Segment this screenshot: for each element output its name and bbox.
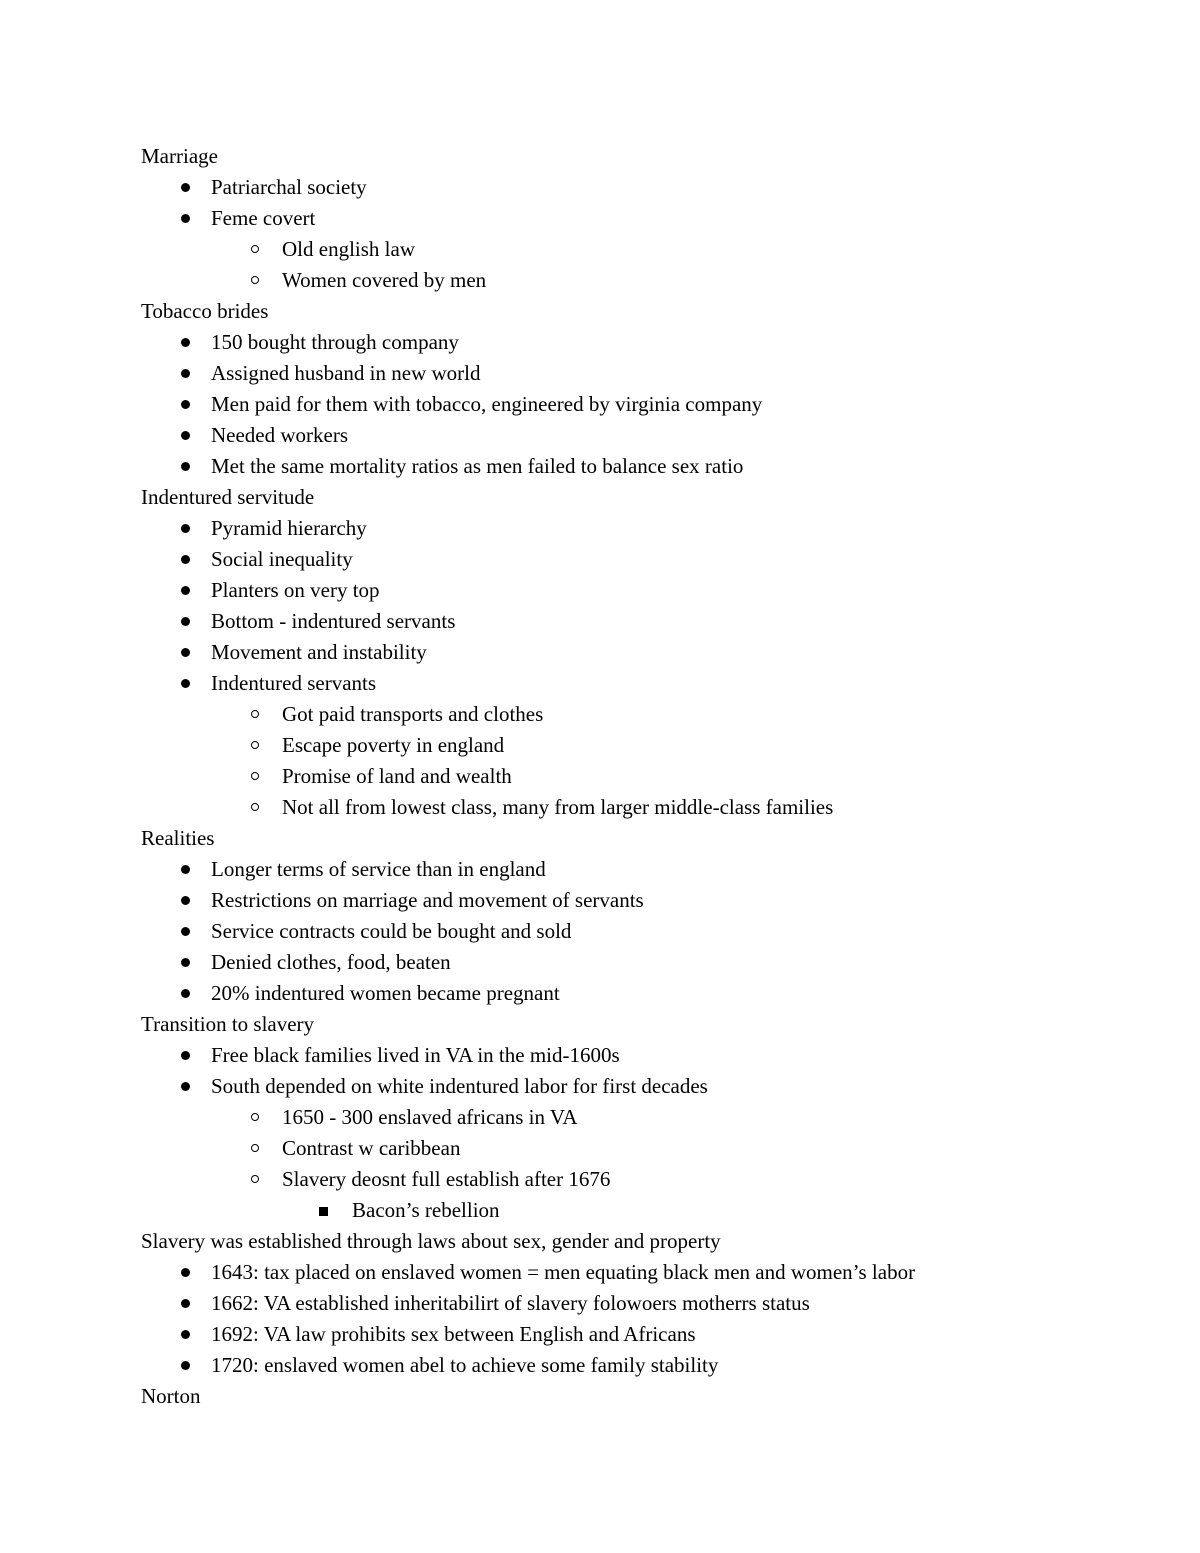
list-item bbox=[141, 203, 1061, 234]
item-text: Needed workers bbox=[211, 423, 349, 447]
list-item bbox=[141, 885, 1061, 916]
item-text: South depended on white indentured labor for first decades bbox=[211, 1074, 708, 1098]
bullet-circle-icon bbox=[251, 276, 259, 284]
bullet-disc-icon bbox=[181, 369, 190, 378]
item-text: 1692: VA law prohibits sex between English and Africans bbox=[211, 1322, 696, 1346]
list-item bbox=[141, 947, 1061, 978]
heading-text: Slavery was established through laws about sex, gender and property bbox=[141, 1229, 721, 1253]
item-text: Social inequality bbox=[211, 547, 353, 571]
item-text: Service contracts could be bought and sold bbox=[211, 919, 572, 943]
list-item bbox=[141, 1071, 1061, 1102]
item-text: 1650 - 300 enslaved africans in VA bbox=[282, 1105, 578, 1129]
list-item bbox=[141, 916, 1061, 947]
bullet-disc-icon bbox=[181, 1082, 190, 1091]
list-item bbox=[141, 575, 1061, 606]
list-item bbox=[141, 730, 1061, 761]
bullet-disc-icon bbox=[181, 648, 190, 657]
item-text: Not all from lowest class, many from larger middle-class families bbox=[282, 795, 834, 819]
list-item bbox=[141, 265, 1061, 296]
bullet-circle-icon bbox=[251, 245, 259, 253]
item-text: Pyramid hierarchy bbox=[211, 516, 367, 540]
item-text: Feme covert bbox=[211, 206, 316, 230]
list-item bbox=[141, 1257, 1061, 1288]
bullet-disc-icon bbox=[181, 617, 190, 626]
list-item bbox=[141, 854, 1061, 885]
bullet-disc-icon bbox=[181, 989, 190, 998]
document-body bbox=[141, 141, 1061, 1412]
item-text: Indentured servants bbox=[211, 671, 377, 695]
item-text: 20% indentured women became pregnant bbox=[211, 981, 560, 1005]
heading-text: Realities bbox=[141, 826, 215, 850]
list-item bbox=[141, 668, 1061, 699]
item-text: Bottom - indentured servants bbox=[211, 609, 456, 633]
item-text: Slavery deosnt full establish after 1676 bbox=[282, 1167, 611, 1191]
item-text: Planters on very top bbox=[211, 578, 380, 602]
list-item bbox=[141, 978, 1061, 1009]
bullet-disc-icon bbox=[181, 1299, 190, 1308]
list-item bbox=[141, 420, 1061, 451]
list-item bbox=[141, 544, 1061, 575]
bullet-disc-icon bbox=[181, 338, 190, 347]
section-heading bbox=[141, 1226, 1061, 1257]
bullet-disc-icon bbox=[181, 865, 190, 874]
list-item bbox=[141, 358, 1061, 389]
list-item bbox=[141, 1195, 1061, 1226]
bullet-disc-icon bbox=[181, 431, 190, 440]
item-text: Free black families lived in VA in the mid-1600s bbox=[211, 1043, 620, 1067]
section-heading bbox=[141, 823, 1061, 854]
item-text: Promise of land and wealth bbox=[282, 764, 512, 788]
section-heading bbox=[141, 482, 1061, 513]
item-text: 1720: enslaved women abel to achieve some family stability bbox=[211, 1353, 719, 1377]
item-text: 150 bought through company bbox=[211, 330, 459, 354]
section-heading bbox=[141, 141, 1061, 172]
item-text: Movement and instability bbox=[211, 640, 427, 664]
list-item bbox=[141, 234, 1061, 265]
item-text: Women covered by men bbox=[282, 268, 487, 292]
list-item bbox=[141, 761, 1061, 792]
bullet-circle-icon bbox=[251, 803, 259, 811]
bullet-disc-icon bbox=[181, 462, 190, 471]
list-item bbox=[141, 389, 1061, 420]
list-item bbox=[141, 1350, 1061, 1381]
item-text: Restrictions on marriage and movement of servants bbox=[211, 888, 644, 912]
bullet-disc-icon bbox=[181, 555, 190, 564]
list-item bbox=[141, 1288, 1061, 1319]
item-text: Patriarchal society bbox=[211, 175, 367, 199]
heading-text: Transition to slavery bbox=[141, 1012, 315, 1036]
bullet-circle-icon bbox=[251, 1175, 259, 1183]
item-text: 1643: tax placed on enslaved women = men equating black men and women’s labor bbox=[211, 1260, 916, 1284]
list-item bbox=[141, 327, 1061, 358]
heading-text: Indentured servitude bbox=[141, 485, 315, 509]
item-text: Escape poverty in england bbox=[282, 733, 505, 757]
item-text: 1662: VA established inheritabilirt of slavery folowoers motherrs status bbox=[211, 1291, 810, 1315]
item-text: Got paid transports and clothes bbox=[282, 702, 544, 726]
item-text: Contrast w caribbean bbox=[282, 1136, 461, 1160]
list-item bbox=[141, 1102, 1061, 1133]
list-item bbox=[141, 606, 1061, 637]
bullet-disc-icon bbox=[181, 1051, 190, 1060]
list-item bbox=[141, 1319, 1061, 1350]
item-text: Assigned husband in new world bbox=[211, 361, 481, 385]
list-item bbox=[141, 699, 1061, 730]
item-text: Longer terms of service than in england bbox=[211, 857, 546, 881]
bullet-circle-icon bbox=[251, 710, 259, 718]
list-item bbox=[141, 172, 1061, 203]
bullet-square-icon bbox=[319, 1207, 328, 1216]
section-heading bbox=[141, 1009, 1061, 1040]
list-item bbox=[141, 637, 1061, 668]
bullet-disc-icon bbox=[181, 958, 190, 967]
section-heading bbox=[141, 296, 1061, 327]
bullet-disc-icon bbox=[181, 586, 190, 595]
bullet-disc-icon bbox=[181, 927, 190, 936]
bullet-disc-icon bbox=[181, 896, 190, 905]
list-item bbox=[141, 1040, 1061, 1071]
item-text: Men paid for them with tobacco, engineered by virginia company bbox=[211, 392, 763, 416]
item-text: Met the same mortality ratios as men failed to balance sex ratio bbox=[211, 454, 744, 478]
bullet-circle-icon bbox=[251, 741, 259, 749]
bullet-disc-icon bbox=[181, 1361, 190, 1370]
bullet-circle-icon bbox=[251, 1144, 259, 1152]
bullet-circle-icon bbox=[251, 1113, 259, 1121]
section-heading bbox=[141, 1381, 1061, 1412]
heading-text: Norton bbox=[141, 1384, 201, 1408]
bullet-disc-icon bbox=[181, 679, 190, 688]
bullet-disc-icon bbox=[181, 400, 190, 409]
bullet-disc-icon bbox=[181, 524, 190, 533]
list-item bbox=[141, 792, 1061, 823]
bullet-disc-icon bbox=[181, 1330, 190, 1339]
heading-text: Marriage bbox=[141, 144, 218, 168]
item-text: Old english law bbox=[282, 237, 415, 261]
list-item bbox=[141, 1133, 1061, 1164]
bullet-disc-icon bbox=[181, 183, 190, 192]
list-item bbox=[141, 451, 1061, 482]
list-item bbox=[141, 1164, 1061, 1195]
bullet-circle-icon bbox=[251, 772, 259, 780]
list-item bbox=[141, 513, 1061, 544]
bullet-disc-icon bbox=[181, 214, 190, 223]
heading-text: Tobacco brides bbox=[141, 299, 269, 323]
item-text: Bacon’s rebellion bbox=[352, 1198, 500, 1222]
item-text: Denied clothes, food, beaten bbox=[211, 950, 451, 974]
bullet-disc-icon bbox=[181, 1268, 190, 1277]
